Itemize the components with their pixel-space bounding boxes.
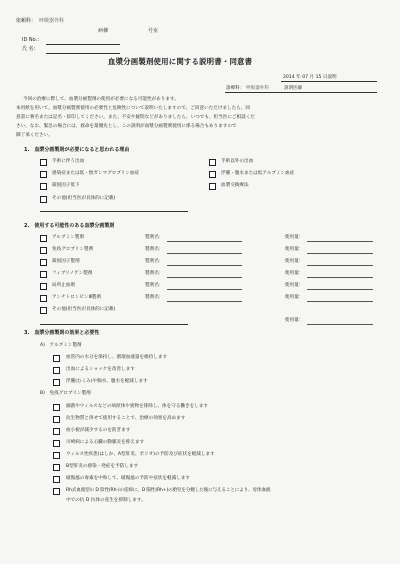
reason-checkbox[interactable] — [40, 171, 47, 178]
dept-label: 依頼科： — [16, 18, 37, 24]
product-label: フィブリノゲン製剤 — [52, 271, 93, 276]
reason-other-underline[interactable] — [40, 211, 188, 212]
effect-checkbox[interactable] — [53, 488, 60, 495]
doctor-dept-label: 診療科： — [226, 86, 245, 91]
reason-checkbox[interactable] — [40, 159, 47, 166]
effect-checkbox[interactable] — [53, 428, 60, 435]
product-checkbox[interactable] — [40, 295, 47, 302]
effect-checkbox[interactable] — [53, 416, 60, 423]
product-label: 局所止血剤 — [52, 283, 75, 288]
doctor-label: 説明医師 — [284, 86, 303, 91]
amount-field[interactable] — [307, 265, 373, 266]
effect-label: ウィルス性疾患(はしか、A型肝炎、ポリオ)の予防及び症状を軽減します — [66, 452, 215, 457]
effect-label: 川崎病による心臓の動脈炎を抑えます — [66, 440, 145, 445]
amount-label: 使用量： — [285, 271, 304, 276]
product-other-underline[interactable] — [40, 324, 188, 325]
reason-label: 浮腫・腹水または低アルブミン血症 — [221, 171, 295, 176]
amount-field[interactable] — [307, 289, 373, 290]
drug-name-field[interactable] — [167, 241, 242, 242]
product-checkbox[interactable] — [40, 247, 47, 254]
section-3-heading: 3. 血漿分画製剤の効果と必要性 — [24, 330, 100, 336]
effect-label: 破傷風の毒素を中和して、破傷風の予防や症状を軽減します — [66, 476, 190, 481]
reason-label: 感染症または低・無ガンマグロブリン血症 — [52, 171, 140, 176]
product-checkbox[interactable] — [40, 307, 47, 314]
intro-line: 今回の治療に際して、血漿分画製剤の使用が必要になる可能性があります。 — [23, 97, 179, 102]
effect-checkbox[interactable] — [53, 379, 60, 386]
drug-name-field[interactable] — [167, 289, 242, 290]
product-checkbox[interactable] — [40, 235, 47, 242]
drug-name-label: 製剤名： — [145, 259, 164, 264]
effect-checkbox[interactable] — [53, 452, 60, 459]
effect-checkbox[interactable] — [53, 464, 60, 471]
product-label: アンチトロンビンⅢ製剤 — [52, 295, 101, 300]
intro-line: さい。なお、緊急の場合には、救命を最優先とし、この説明が血漿分画製剤使用に係る場合もありますので — [16, 124, 237, 129]
effect-label: 浮腫(むくみ)や胸水、腹水を軽減します — [66, 379, 148, 384]
amount-label: 使用量： — [285, 283, 304, 288]
reason-checkbox[interactable] — [40, 196, 47, 203]
drug-name-label: 製剤名： — [145, 247, 164, 252]
drug-name-label: 製剤名： — [145, 271, 164, 276]
product-checkbox[interactable] — [40, 259, 47, 266]
effect-label: B型肝炎の感染・発症を予防します — [66, 464, 139, 469]
drug-name-field[interactable] — [167, 265, 242, 266]
date-line: 2014 年 07 月 15 日説明 — [283, 75, 337, 80]
effect-checkbox[interactable] — [53, 476, 60, 483]
reason-checkbox[interactable] — [40, 183, 47, 190]
drug-name-label: 製剤名： — [145, 295, 164, 300]
amount-label: 使用量： — [285, 318, 304, 323]
amount-field[interactable] — [307, 301, 373, 302]
amount-field[interactable] — [307, 241, 373, 242]
intro-line: 意書に署名または記名・捺印してください。また、不安や疑問などがありましたら、いつでも、担当医にご相談くだ — [16, 115, 255, 120]
product-label: アルブミン製剤 — [52, 235, 84, 240]
product-label: 凝固因子製剤 — [52, 259, 80, 264]
product-label: 免疫グロブリン製剤 — [52, 247, 94, 252]
name-underline — [46, 53, 120, 54]
effect-checkbox[interactable] — [53, 404, 60, 411]
product-label: その他(担当医が具体的に記載) — [52, 307, 116, 312]
effect-label: 出血によるショックを改善します — [66, 367, 135, 372]
effect-label-continued: 中での抗 D 抗体の産生を抑制します。 — [66, 498, 146, 503]
reason-label: 凝固因子低下 — [52, 183, 80, 188]
drug-name-label: 製剤名： — [145, 235, 164, 240]
drug-name-label: 製剤名： — [145, 283, 164, 288]
reason-checkbox[interactable] — [209, 171, 216, 178]
effect-label: 血小板が減少するのを防ぎます — [66, 428, 131, 433]
ward-label: 病棟 — [98, 28, 109, 34]
drug-name-field[interactable] — [167, 277, 242, 278]
amount-field[interactable] — [307, 253, 373, 254]
patient-name-label: 氏 名： — [22, 46, 39, 52]
reason-label: その他(担当医が具体的に記載) — [52, 196, 116, 201]
amount-label: 使用量： — [285, 259, 304, 264]
effect-label: 抗生物質と併せて使用することで、治療の効果を高めます — [66, 416, 186, 421]
id-underline — [46, 44, 120, 45]
product-checkbox[interactable] — [40, 271, 47, 278]
page-title: 血漿分画製剤使用に関する説明書・同意書 — [108, 57, 253, 66]
amount-label: 使用量： — [285, 295, 304, 300]
intro-line: 御了承ください。 — [16, 133, 53, 138]
effect-checkbox[interactable] — [53, 367, 60, 374]
amount-field[interactable] — [307, 324, 373, 325]
intro-line: 本用紙を用いて、血漿分画製剤使用の必要性と危険性について説明いたしますので、ご同意いただけましたら、同 — [16, 106, 251, 111]
section-1-heading: 1. 血漿分画製剤が必要になると思われる理由 — [24, 147, 130, 153]
amount-label: 使用量： — [285, 235, 304, 240]
reason-label: 手術以外の出血 — [221, 159, 254, 164]
amount-field[interactable] — [307, 277, 373, 278]
date-underline — [281, 81, 377, 82]
amount-label: 使用量： — [285, 247, 304, 252]
effect-checkbox[interactable] — [53, 355, 60, 362]
effect-label: Rh式血液型の D 陰性(Rh-)の産婦に、D 陽性(Rh+)の胎児を分娩した後に与えることにより、母体血液 — [66, 488, 271, 493]
reason-label: 手術に伴う出血 — [52, 159, 85, 164]
effect-checkbox[interactable] — [53, 440, 60, 447]
drug-name-field[interactable] — [167, 253, 242, 254]
product-checkbox[interactable] — [40, 283, 47, 290]
id-label: ID No.： — [22, 37, 43, 43]
reason-checkbox[interactable] — [209, 183, 216, 190]
reason-label: 血漿交換療法 — [221, 183, 249, 188]
subsection-b-heading: B) 免疫グロブリン製剤 — [40, 391, 91, 396]
drug-name-field[interactable] — [167, 301, 242, 302]
section-2-heading: 2. 使用する可能性のある血漿分画製剤 — [24, 223, 115, 229]
subsection-a-heading: A) アルブミン製剤 — [40, 343, 82, 348]
doctor-dept-value: 呼吸器外科 — [246, 86, 269, 91]
room-label: 号室 — [148, 28, 159, 34]
reason-checkbox[interactable] — [209, 159, 216, 166]
doctor-underline — [225, 92, 377, 93]
dept-value: 呼吸器外科 — [39, 18, 65, 24]
effect-label: 血管内の水分を保持し、循環血液量を維持します — [66, 355, 168, 360]
effect-label: 細菌やウィルスなどの病原体や異物を排除し、体を守る働きをします — [66, 404, 208, 409]
